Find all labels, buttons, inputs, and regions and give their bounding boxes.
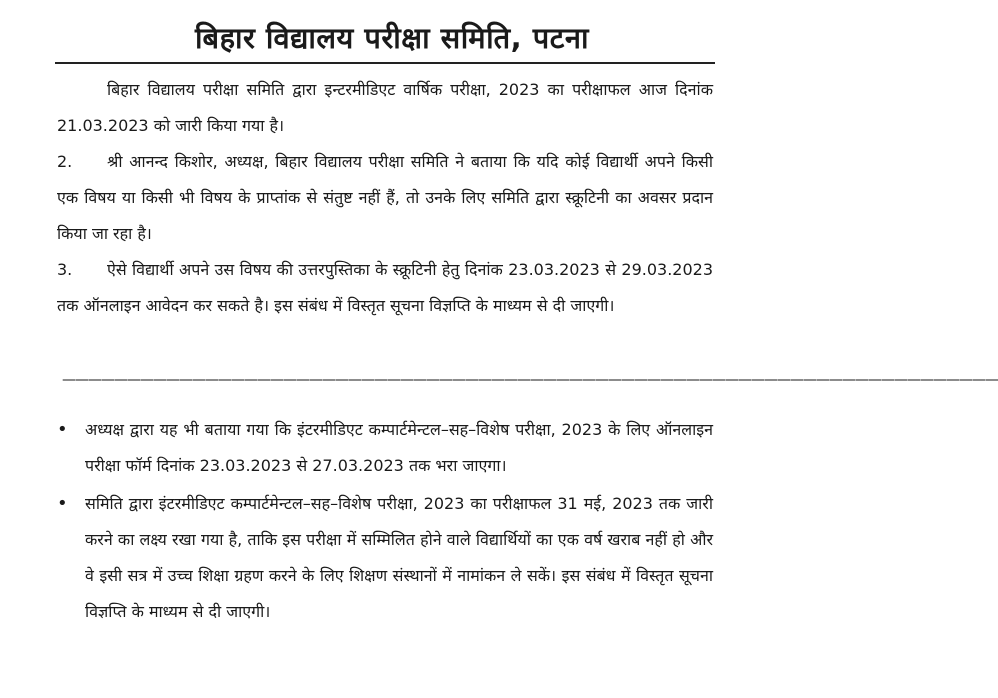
bullet-icon: • [57,493,68,514]
paragraph-2-number: 2. [57,152,73,171]
section-separator: ———————————————————————————————————————————————————————————————————————— [62,372,998,388]
bullet-item-1 [57,412,713,484]
paragraph-1-text: बिहार विद्यालय परीक्षा समिति द्वारा इन्टरमीडिएट वार्षिक परीक्षा, 2023 का परीक्षाफल आज दिनांक 21.03.2023 को जारी किया गया है। [57,80,713,135]
paragraph-3-text: ऐसे विद्यार्थी अपने उस विषय की उत्तरपुस्तिका के स्क्रूटिनी हेतु दिनांक 23.03.2023 से 29.03.2023 तक ऑनलाइन आवेदन कर सकते है। इस संबंध में विस्तृत सूचना विज्ञप्ति के माध्यम से दी जाएगी। [57,260,713,315]
paragraph-3-number: 3. [57,260,73,279]
title-underline [55,62,715,64]
document-title: बिहार विद्यालय परीक्षा समिति, पटना [195,21,589,55]
paragraph-1 [57,72,713,144]
paragraph-3 [57,252,713,324]
bullet-2-text: समिति द्वारा इंटरमीडिएट कम्पार्टमेन्टल–सह–विशेष परीक्षा, 2023 का परीक्षाफल 31 मई, 2023 तक जारी करने का लक्ष्य रखा गया है, ताकि इस परीक्षा में सम्मिलित होने वाले विद्यार्थियों का एक वर्ष खराब नहीं हो और वे इसी सत्र में उच्च शिक्षा ग्रहण करने के लिए शिक्षण संस्थानों में नामांकन ले सकें। इस संबंध में विस्तृत सूचना विज्ञप्ति के माध्यम से दी जाएगी। [85,494,713,621]
bullet-1-text: अध्यक्ष द्वारा यह भी बताया गया कि इंटरमीडिएट कम्पार्टमेन्टल–सह–विशेष परीक्षा, 2023 के लिए ऑनलाइन परीक्षा फॉर्म दिनांक 23.03.2023 से 27.03.2023 तक भरा जाएगा। [85,420,713,475]
bullet-icon: • [57,419,68,440]
paragraph-2-text: श्री आनन्द किशोर, अध्यक्ष, बिहार विद्यालय परीक्षा समिति ने बताया कि यदि कोई विद्यार्थी अपने किसी एक विषय या किसी भी विषय के प्राप्तांक से संतुष्ट नहीं हैं, तो उनके लिए समिति द्वारा स्क्रूटिनी का अवसर प्रदान किया जा रहा है। [57,152,713,243]
paragraph-2 [57,144,713,252]
bullet-item-2 [57,486,713,630]
